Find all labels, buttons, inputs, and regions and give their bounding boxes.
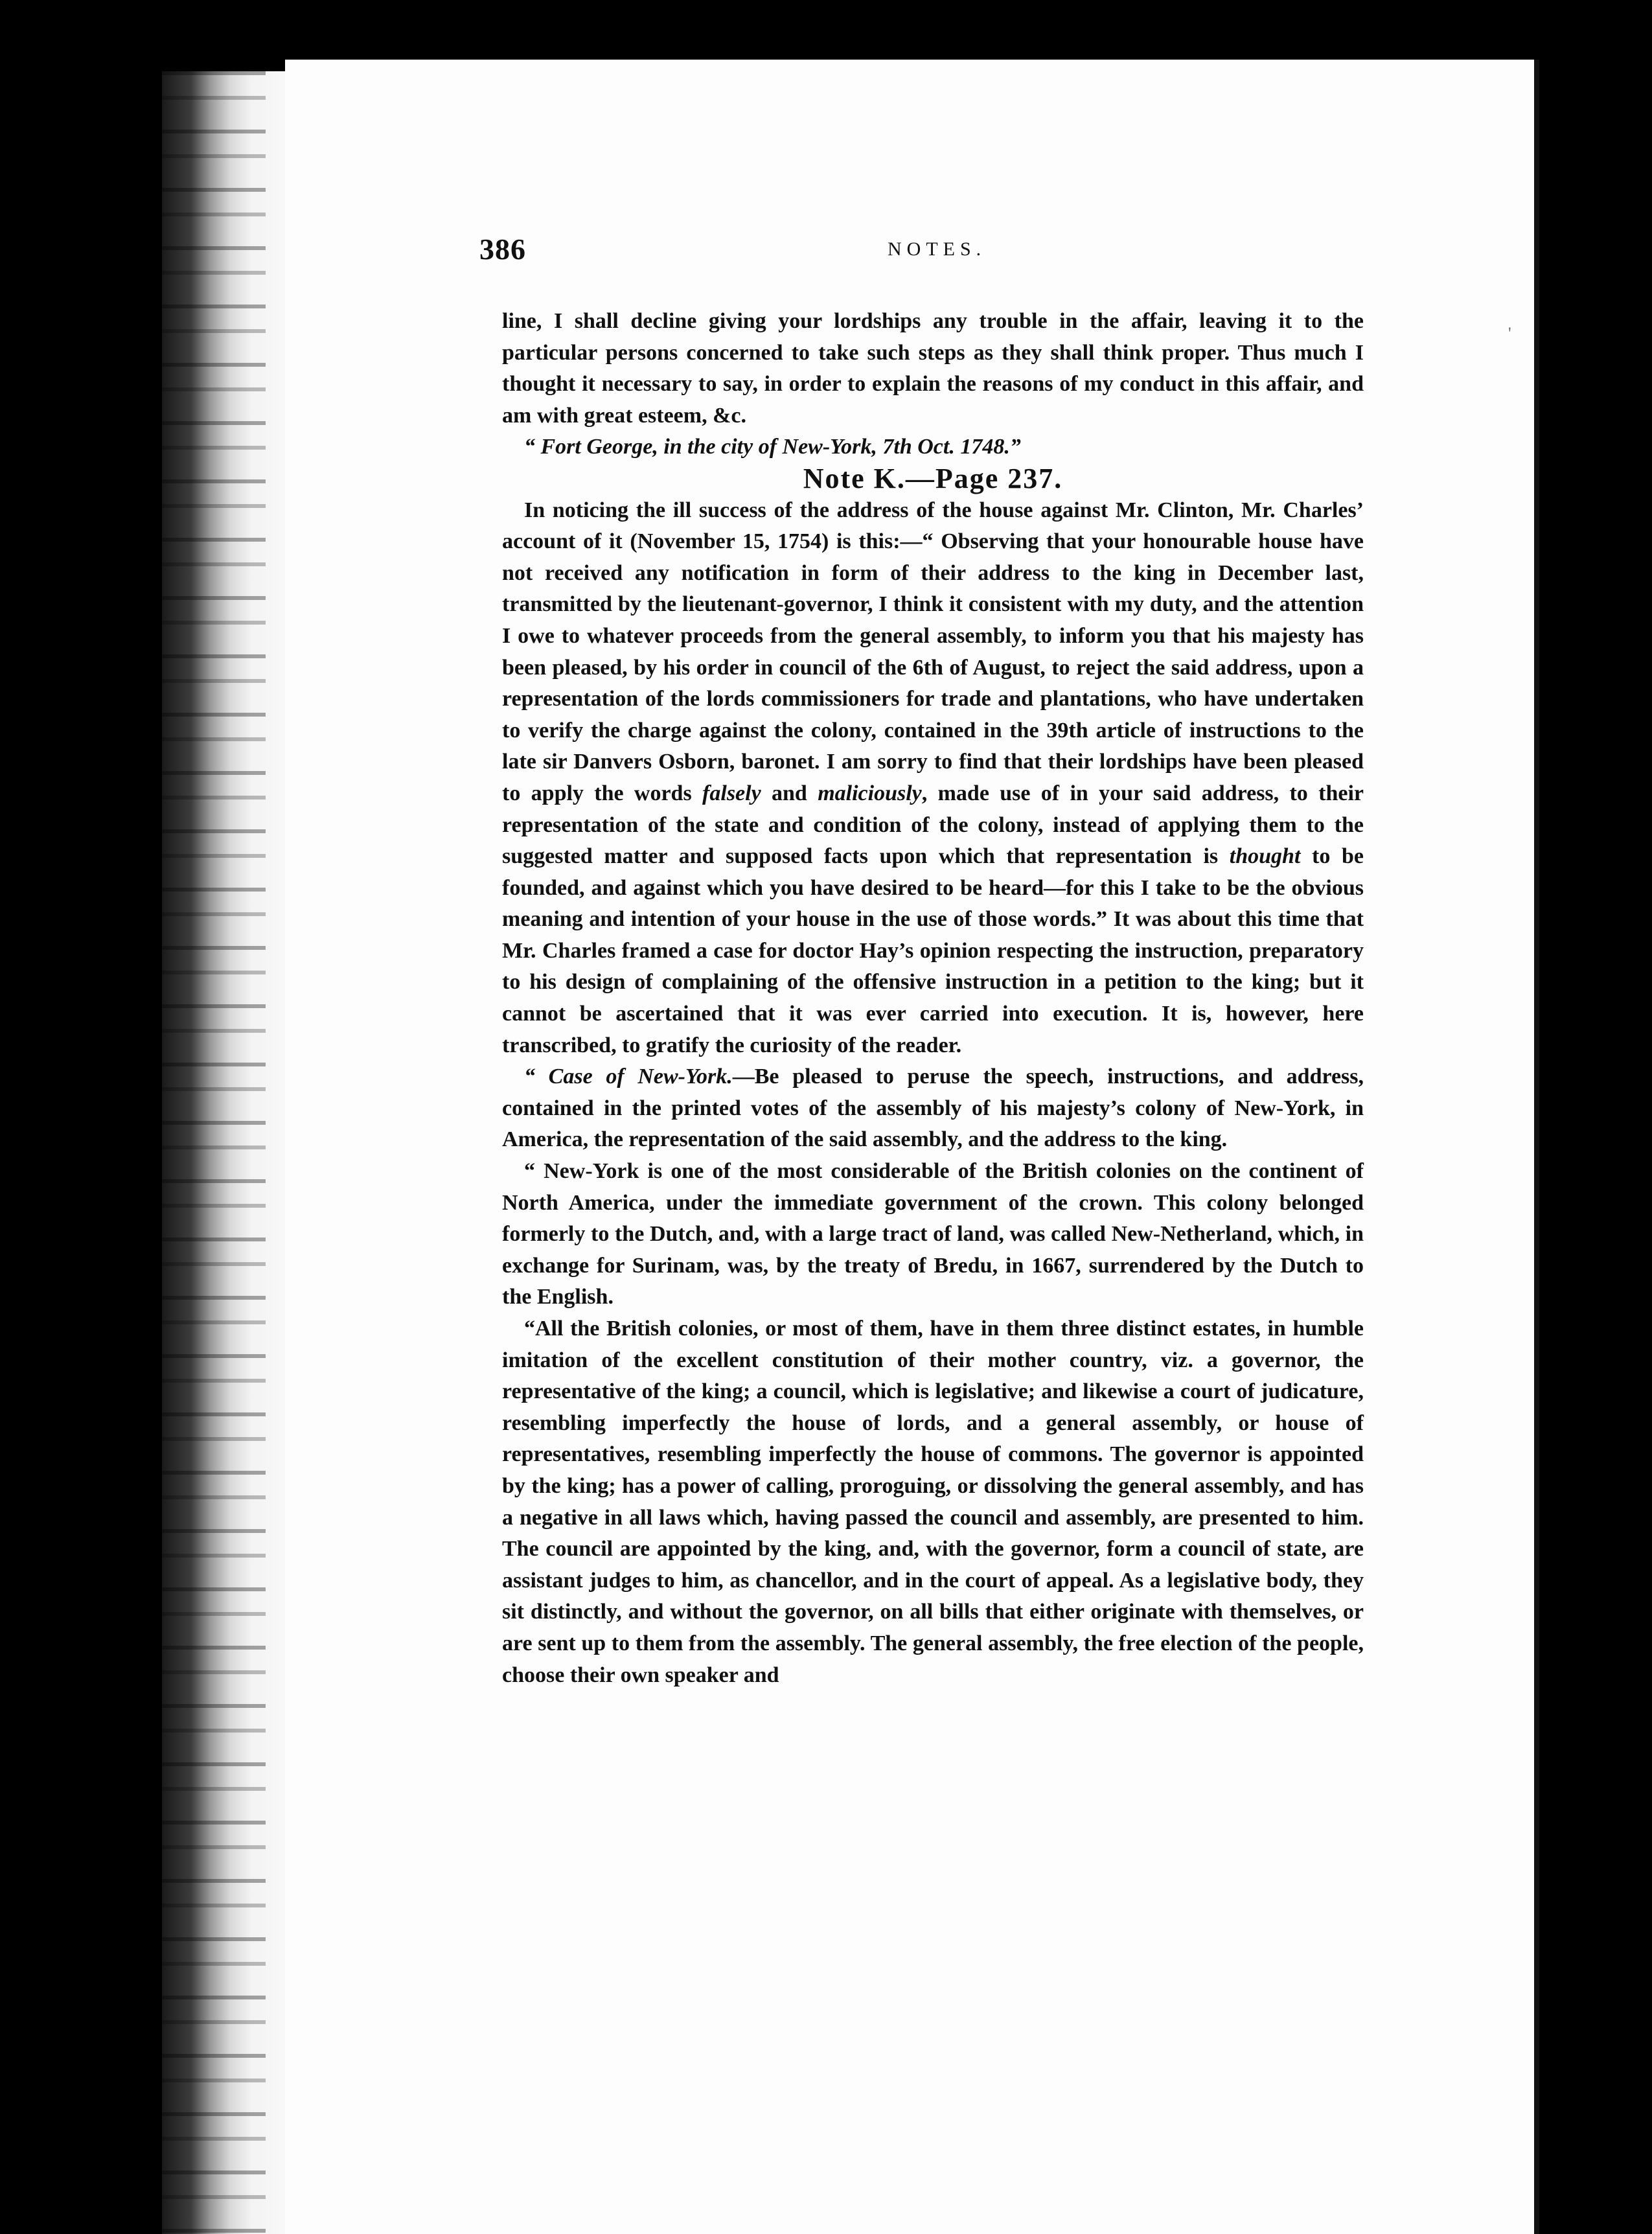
running-title: NOTES. <box>888 238 987 260</box>
paragraph-text: —Be pleased to peruse the speech, instructions, and address, contained in the printed votes of the assembly of his majesty’s colony of New-York, in America, the representation of the said assembly, and the address to the king. <box>502 1065 1364 1152</box>
paragraph-case-of-new-york <box>502 1061 1364 1156</box>
emphasis-maliciously: maliciously <box>818 781 922 805</box>
paragraph-note-k <box>502 495 1364 1062</box>
page-number: 386 <box>479 233 526 266</box>
margin-mark: ' <box>1508 324 1511 343</box>
paragraph-new-york: “ New-York is one of the most considerable of the British colonies on the continent of North America, under the immediate government of the crown. This colony belonged formerly to the Dutch, and, with a large tract of land, was called New-Netherland, which, in exchange for Surinam, was, by the treaty of Bredu, in 1667, surrendered by the Dutch to the English. <box>502 1159 1364 1309</box>
paragraph-british-colonies: “All the British colonies, or most of them, have in them three distinct estates, in humble imitation of the excellent constitution of their mother country, viz. a governor, the representative of the king; a council, which is legislative; and likewise a court of judicature, resembling imperfectly the house of lords, and a general assembly, or house of representatives, resembling imperfectly the house of commons. The governor is appointed by the king; has a power of calling, proroguing, or dissolving the general assembly, and has a negative in all laws which, having passed the council and assembly, are presented to him. The council are appointed by the king, and, with the governor, form a council of state, are assistant judges to him, as chancellor, and in the court of appeal. As a legislative body, they sit distinctly, and without the governor, on all bills that either originate with themselves, or are sent up to them from the assembly. The general assembly, the free election of the people, choose their own speaker and <box>502 1317 1364 1687</box>
emphasis-falsely: falsely <box>702 781 761 805</box>
text-column <box>502 306 1364 2133</box>
paragraph-text: and <box>761 781 818 805</box>
page-edge-texture <box>162 71 266 2234</box>
paragraph-text: to be founded, and against which you have desired to be heard—for this I take to be the obvious meaning and intention of your house in the use of those words.” It was about this time that Mr. Charles framed a case for doctor Hay’s opinion respecting the instruction, preparatory to his design of complaining of the offensive instruction in a petition to the king; but it cannot be ascertained that it was ever carried into execution. It is, however, here transcribed, to gratify the curiosity of the reader. <box>502 844 1364 1057</box>
paragraph-text: In noticing the ill success of the address of the house against Mr. Clinton, Mr. Charles’ account of it (November 15, 1754) is this:—“ Observing that your honourable house have not received any notification in form of their address to the king in December last, transmitted by the lieutenant-governor, I think it consistent with my duty, and the attention I owe to whatever proceeds from the general assembly, to inform you that his majesty has been pleased, by his order in council of the 6th of August, to reject the said address, upon a representation of the lords commissioners for trade and plantations, who have undertaken to verify the charge against the colony, contained in the 39th article of instructions to the late sir Danvers Osborn, baronet. I am sorry to find that their lordships have been pleased to apply the words <box>502 498 1364 805</box>
case-title: “ Case of New-York. <box>524 1065 733 1089</box>
running-head <box>479 232 1373 271</box>
paragraph-text: , made use of in your said address, to their representation of the state and condition of the colony, instead of applying them to the suggested matter and supposed facts upon which that representation is <box>502 781 1364 869</box>
dateline: “ Fort George, in the city of New-York, 7th Oct. 1748.” <box>524 435 1021 459</box>
gutter-shadow <box>1534 60 1539 2234</box>
note-heading: Note K.—Page 237. <box>803 462 1063 494</box>
emphasis-thought: thought <box>1229 844 1301 869</box>
paragraph-letter-close: line, I shall decline giving your lordships any trouble in the affair, leaving it to the particular persons concerned to take such steps as they shall think proper. Thus much I thought it necessary to say, in order to explain the reasons of my conduct in this affair, and am with great esteem, &c. <box>502 309 1364 428</box>
